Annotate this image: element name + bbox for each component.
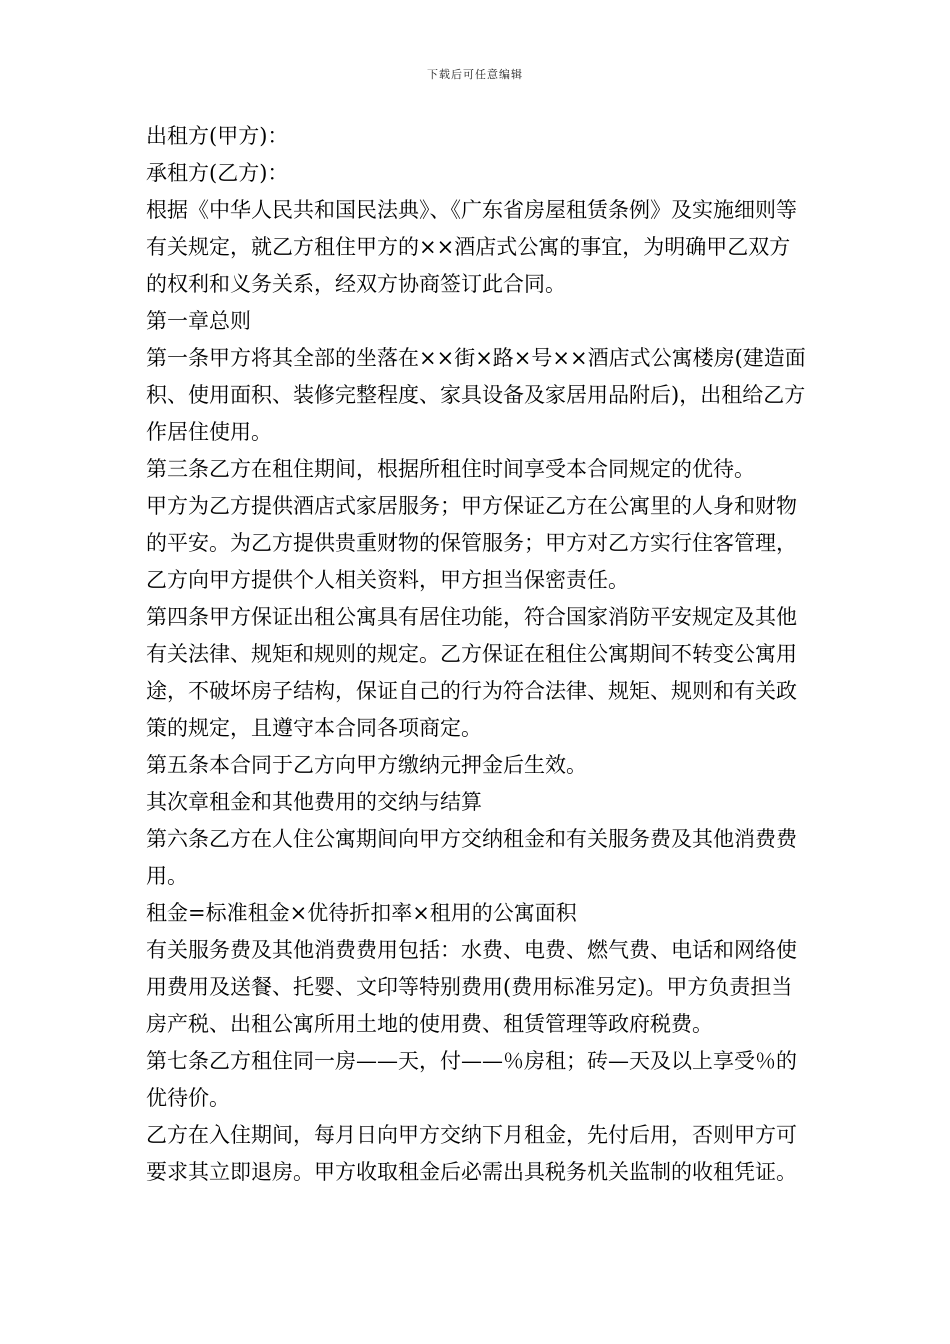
paragraph-lessee: 承租方(乙方)： bbox=[146, 161, 289, 185]
paragraph-article-1: 第一条甲方将其全部的坐落在××街×路×号××酒店式公寓楼房(建造面积、使用面积、装修完整程度、家具设备及家居用品附后)，出租给乙方作居住使用。 bbox=[146, 346, 806, 444]
paragraph-article-6: 第六条乙方在人住公寓期间向甲方交纳租金和有关服务费及其他消费费用。 bbox=[146, 827, 797, 888]
chapter-heading-1: 第一章总则 bbox=[146, 309, 251, 333]
paragraph-payment: 乙方在入住期间，每月日向甲方交纳下月租金，先付后用，否则甲方可要求其立即退房。甲方收取租金后必需出具税务机关监制的收租凭证。 bbox=[146, 1123, 797, 1184]
paragraph-article-7: 第七条乙方租住同一房——天，付——％房租；砖—天及以上享受％的优待价。 bbox=[146, 1049, 797, 1110]
document-body bbox=[146, 118, 806, 1191]
chapter-heading-2: 其次章租金和其他费用的交纳与结算 bbox=[146, 790, 482, 814]
paragraph-article-3: 第三条乙方在租住期间，根据所租住时间享受本合同规定的优待。 bbox=[146, 457, 755, 481]
paragraph-article-5: 第五条本合同于乙方向甲方缴纳元押金后生效。 bbox=[146, 753, 587, 777]
paragraph-preamble: 根据《中华人民共和国民法典》、《广东省房屋租赁条例》及实施细则等有关规定，就乙方租住甲方的××酒店式公寓的事宜，为明确甲乙双方的权利和义务关系，经双方协商签订此合同。 bbox=[146, 198, 797, 296]
paragraph-fees: 有关服务费及其他消费费用包括：水费、电费、燃气费、电话和网络使用费用及送餐、托婴、文印等特别费用(费用标准另定)。甲方负责担当房产税、出租公寓所用土地的使用费、租赁管理等政府税费。 bbox=[146, 938, 797, 1036]
page-header: 下载后可任意编辑 bbox=[427, 68, 523, 81]
paragraph-lessor: 出租方(甲方)： bbox=[146, 124, 289, 148]
paragraph-services: 甲方为乙方提供酒店式家居服务；甲方保证乙方在公寓里的人身和财物的平安。为乙方提供贵重财物的保管服务；甲方对乙方实行住客管理，乙方向甲方提供个人相关资料，甲方担当保密责任。 bbox=[146, 494, 797, 592]
paragraph-rent-formula: 租金=标准租金×优待折扣率×租用的公寓面积 bbox=[146, 901, 577, 925]
paragraph-article-4: 第四条甲方保证出租公寓具有居住功能，符合国家消防平安规定及其他有关法律、规矩和规则的规定。乙方保证在租住公寓期间不转变公寓用途，不破坏房子结构，保证自己的行为符合法律、规矩、规则和有关政策的规定，且遵守本合同各项商定。 bbox=[146, 605, 797, 740]
